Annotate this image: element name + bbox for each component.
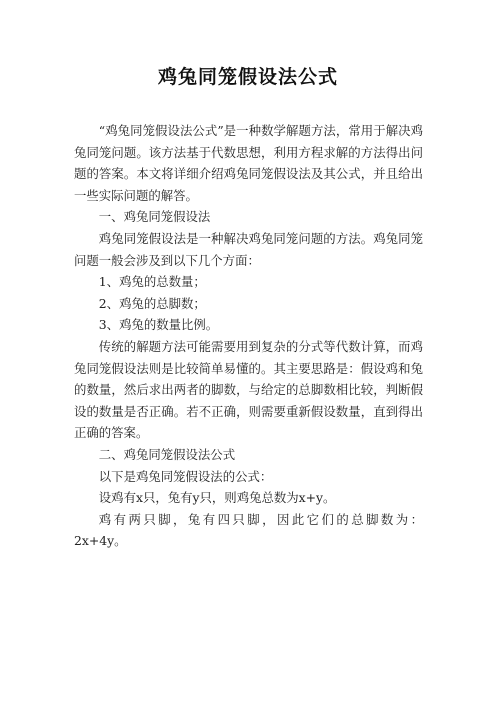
paragraph: 设鸡有x只，兔有y只，则鸡兔总数为x+y。 [98, 490, 336, 506]
paragraph: 传统的解题方法可能需要用到复杂的分式等代数计算，而鸡兔同笼假设法则是比较简单易懂的。其主要思路是：假设鸡和兔的数量，然后求出两者的脚数，与给定的总脚数相比较，判断假设的数量是否正确。若不正确，则需要重新假设数量，直到得出正确的答案。 [74, 338, 423, 441]
paragraph-intro: “鸡兔同笼假设法公式”是一种数学解题方法，常用于解决鸡兔同笼问题。该方法基于代数思想，利用方程求解的方法得出问题的答案。本文将详细介绍鸡兔同笼假设法及其公式，并且给出一些实际问题的解答。 [74, 123, 423, 203]
paragraph: 鸡有两只脚，兔有四只脚，因此它们的总脚数为：2x+4y。 [74, 511, 423, 549]
section-heading-2: 二、鸡兔同笼假设法公式 [98, 446, 236, 462]
document-title: 鸡兔同笼假设法公式 [157, 66, 338, 88]
list-item: 1、鸡兔的总数量； [98, 274, 206, 290]
paragraph: 鸡兔同笼假设法是一种解决鸡兔同笼问题的方法。鸡兔同笼问题一般会涉及到以下几个方面： [74, 230, 423, 268]
section-heading-1: 一、鸡兔同笼假设法 [98, 209, 211, 225]
paragraph: 以下是鸡兔同笼假设法的公式： [98, 468, 273, 484]
list-item: 2、鸡兔的总脚数； [98, 295, 206, 311]
document-body [74, 120, 423, 552]
list-item: 3、鸡兔的数量比例。 [98, 317, 219, 333]
